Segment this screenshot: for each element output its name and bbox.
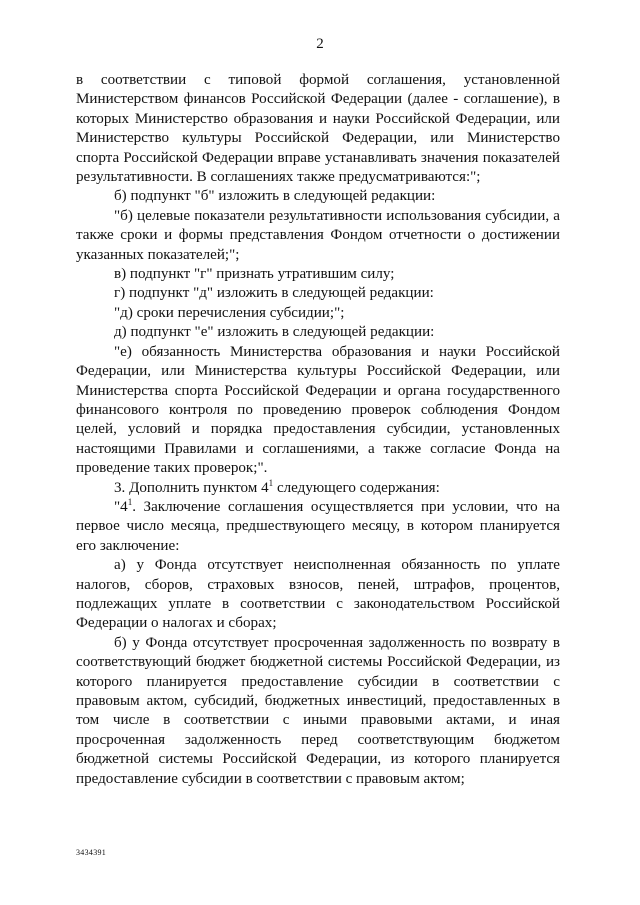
paragraph-condition-b: б) у Фонда отсутствует просроченная задолженность по возврату в соответствующий бюджет бюджетной системы Российской Федерации, из которого планируется предоставление субсидии в соответствии с правовым актом, субсидий, бюджетных инвестиций, предоставленных в том числе в соответствии с иными правовыми актами, и иная просроченная задолженность перед соответствующим бюджетом бюджетной системы Российской Федерации, из которого планируется предоставление субсидии в соответствии с правовым актом; [76,634,560,787]
paragraph-subpoint-b: б) подпункт "б" изложить в следующей редакции: [114,188,436,205]
paragraph-quote-e: "е) обязанность Министерства образования и науки Российской Федерации, или Министерства культуры Российской Федерации, или Министерства спорта Российской Федерации и органа государственного финансового контроля по проведению проверок соблюдения Фондом целей, условий и порядка предоставления субсидии, установленных настоящими Правилами и соглашениями, а также согласие Фонда на проведение таких проверок;". [76,343,560,477]
paragraph-point-4-1 [76,498,560,556]
document-code: 3434391 [76,848,107,857]
paragraph-continuation: в соответствии с типовой формой соглашения, установленной Министерством финансов Российской Федерации (далее - соглашение), в которых Министерство образования и науки Российской Федерации, или Министерство культуры Российской Федерации, или Министерство спорта Российской Федерации вправе устанавливать значения показателей результативности. В соглашениях также предусматриваются:"; [76,72,560,186]
point-3-pre: 3. Дополнить пунктом 4 [114,479,269,496]
paragraph-subpoint-g: г) подпункт "д" изложить в следующей редакции: [114,285,434,302]
paragraph-quote-b: "б) целевые показатели результативности использования субсидии, а также сроки и формы представления Фондом отчетности о достижении указанных показателей;"; [76,207,560,263]
paragraph-point-3 [76,479,560,498]
point-3-post: следующего содержания: [273,479,440,496]
point-4-1-pre: "4 [114,498,128,515]
body-text [76,71,560,789]
paragraph-subpoint-d: д) подпункт "е" изложить в следующей редакции: [114,324,435,341]
paragraph-subpoint-v: в) подпункт "г" признать утратившим силу; [114,266,395,283]
page-number: 2 [316,36,324,52]
point-4-1-post: . Заключение соглашения осуществляется при условии, что на первое число месяца, предшествующего месяцу, в котором планируется его заключение: [76,498,560,554]
paragraph-quote-d: "д) сроки перечисления субсидии;"; [114,304,345,321]
point-3-sup: 1 [268,477,274,488]
point-4-1-sup: 1 [127,496,133,507]
paragraph-condition-a: а) у Фонда отсутствует неисполненная обязанность по уплате налогов, сборов, страховых взносов, пеней, штрафов, процентов, подлежащих уплате в соответствии с законодательством Российской Федерации о налогах и сборах; [76,557,560,632]
